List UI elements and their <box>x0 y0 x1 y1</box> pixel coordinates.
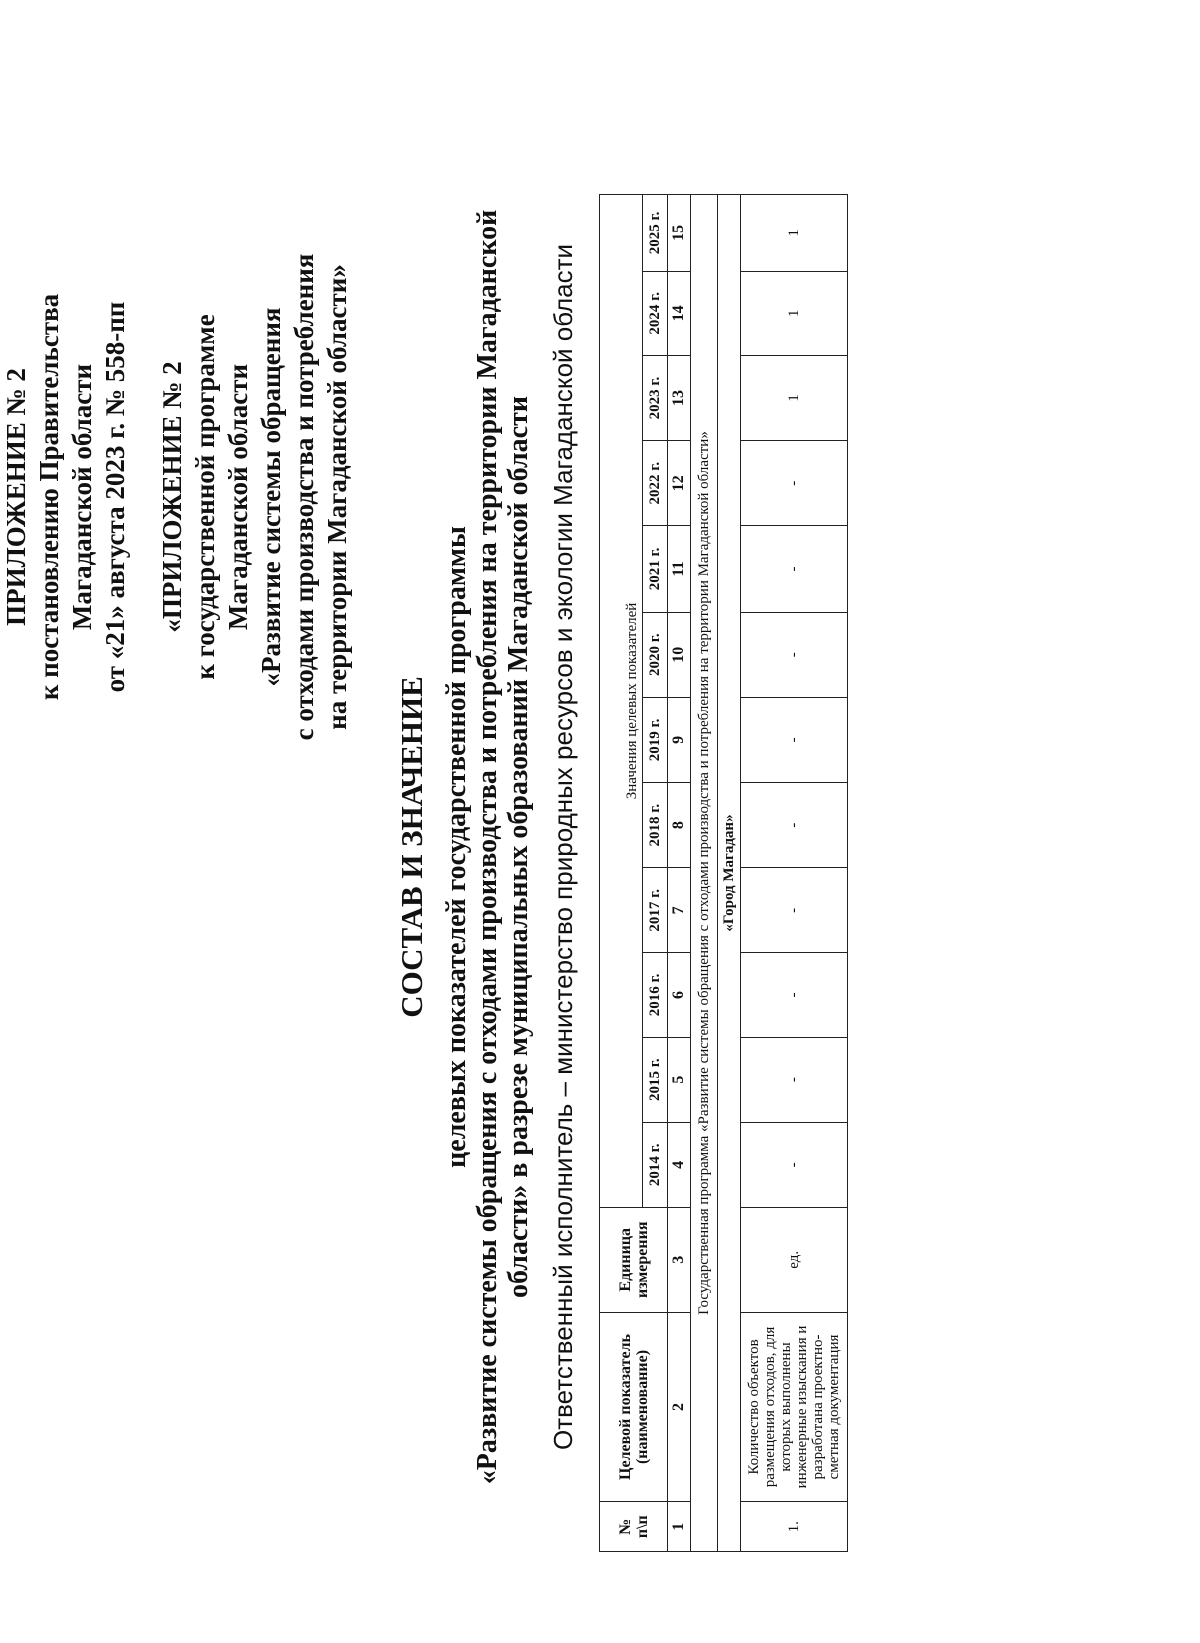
column-number: 6 <box>668 953 691 1037</box>
table-row <box>741 195 848 1552</box>
row-value: 1 <box>741 195 848 272</box>
appendix-title-2: «ПРИЛОЖЕНИЕ № 2 <box>157 361 187 633</box>
approval-line: «Развитие системы обращения <box>256 307 286 687</box>
column-number: 9 <box>668 697 691 782</box>
column-number: 2 <box>668 1312 691 1502</box>
row-value: 1 <box>741 355 848 440</box>
column-number: 11 <box>668 526 691 612</box>
row-unit: ед. <box>741 1207 848 1312</box>
approval-line: Магаданской области <box>223 363 253 631</box>
municipality-row: «Город Магадан» <box>718 195 741 1552</box>
document-title <box>396 132 534 1562</box>
column-number: 7 <box>668 868 691 953</box>
header-indicator: Целевой показатель (наименование) <box>600 1312 668 1502</box>
column-number: 15 <box>668 195 691 272</box>
header-unit: Единица измерения <box>600 1207 668 1312</box>
header-year: 2022 г. <box>643 441 668 526</box>
approval-line: на территории Магаданской области» <box>322 264 352 730</box>
row-value: - <box>741 612 848 697</box>
column-number: 4 <box>668 1122 691 1207</box>
header-num: № п\п <box>600 1502 668 1552</box>
indicators-table <box>599 194 848 1552</box>
rotated-page <box>0 132 842 1562</box>
row-value: - <box>741 697 848 782</box>
column-number: 13 <box>668 355 691 440</box>
column-number: 1 <box>668 1502 691 1552</box>
title-line: целевых показателей государственной программы <box>441 526 472 1168</box>
header-year: 2021 г. <box>643 526 668 612</box>
appendix-title: ПРИЛОЖЕНИЕ № 2 <box>1 368 31 626</box>
title-line: области» в разрезе муниципальных образований Магаданской области <box>503 396 534 1299</box>
header-year: 2025 г. <box>643 195 668 272</box>
column-number-row <box>668 195 691 1552</box>
approval-date: от «21» августа 2023 г. № 558-пп <box>100 301 130 693</box>
column-number: 14 <box>668 271 691 355</box>
header-year: 2017 г. <box>643 868 668 953</box>
row-value: - <box>741 783 848 868</box>
spacer <box>132 132 156 862</box>
header-year: 2020 г. <box>643 612 668 697</box>
header-year: 2016 г. <box>643 953 668 1037</box>
header-year: 2018 г. <box>643 783 668 868</box>
row-value: - <box>741 868 848 953</box>
approval-block <box>0 132 354 862</box>
row-value: 1 <box>741 271 848 355</box>
row-value: - <box>741 526 848 612</box>
title-main: СОСТАВ И ЗНАЧЕНИЕ <box>394 676 429 1018</box>
row-value: - <box>741 1037 848 1122</box>
approval-line: Магаданской области <box>67 363 97 631</box>
header-year: 2019 г. <box>643 697 668 782</box>
program-row: Государственная программа «Развитие системы обращения с отходами производства и потребления на территории Магаданской области» <box>691 195 718 1552</box>
responsible-executor: Ответственный исполнитель – министерство природных ресурсов и экологии Магаданской области <box>548 243 578 1451</box>
header-year: 2024 г. <box>643 271 668 355</box>
row-value: - <box>741 1122 848 1207</box>
header-year: 2015 г. <box>643 1037 668 1122</box>
row-indicator: Количество объектов размещения отходов, для которых выполнены инженерные изыскания и разработана проектно-сметная документация <box>741 1312 848 1502</box>
column-number: 8 <box>668 783 691 868</box>
column-number: 10 <box>668 612 691 697</box>
header-values-group: Значения целевых показателей <box>600 195 643 1208</box>
header-year: 2023 г. <box>643 355 668 440</box>
column-number: 3 <box>668 1207 691 1312</box>
row-value: - <box>741 953 848 1037</box>
column-number: 5 <box>668 1037 691 1122</box>
header-year: 2014 г. <box>643 1122 668 1207</box>
approval-line: к государственной программе <box>190 314 220 680</box>
row-value: - <box>741 441 848 526</box>
title-line: «Развитие системы обращения с отходами производства и потребления на территории Магаданской <box>472 209 503 1485</box>
column-number: 12 <box>668 441 691 526</box>
row-number: 1. <box>741 1502 848 1552</box>
approval-line: к постановлению Правительства <box>34 293 64 701</box>
approval-line: с отходами производства и потребления <box>289 253 319 741</box>
